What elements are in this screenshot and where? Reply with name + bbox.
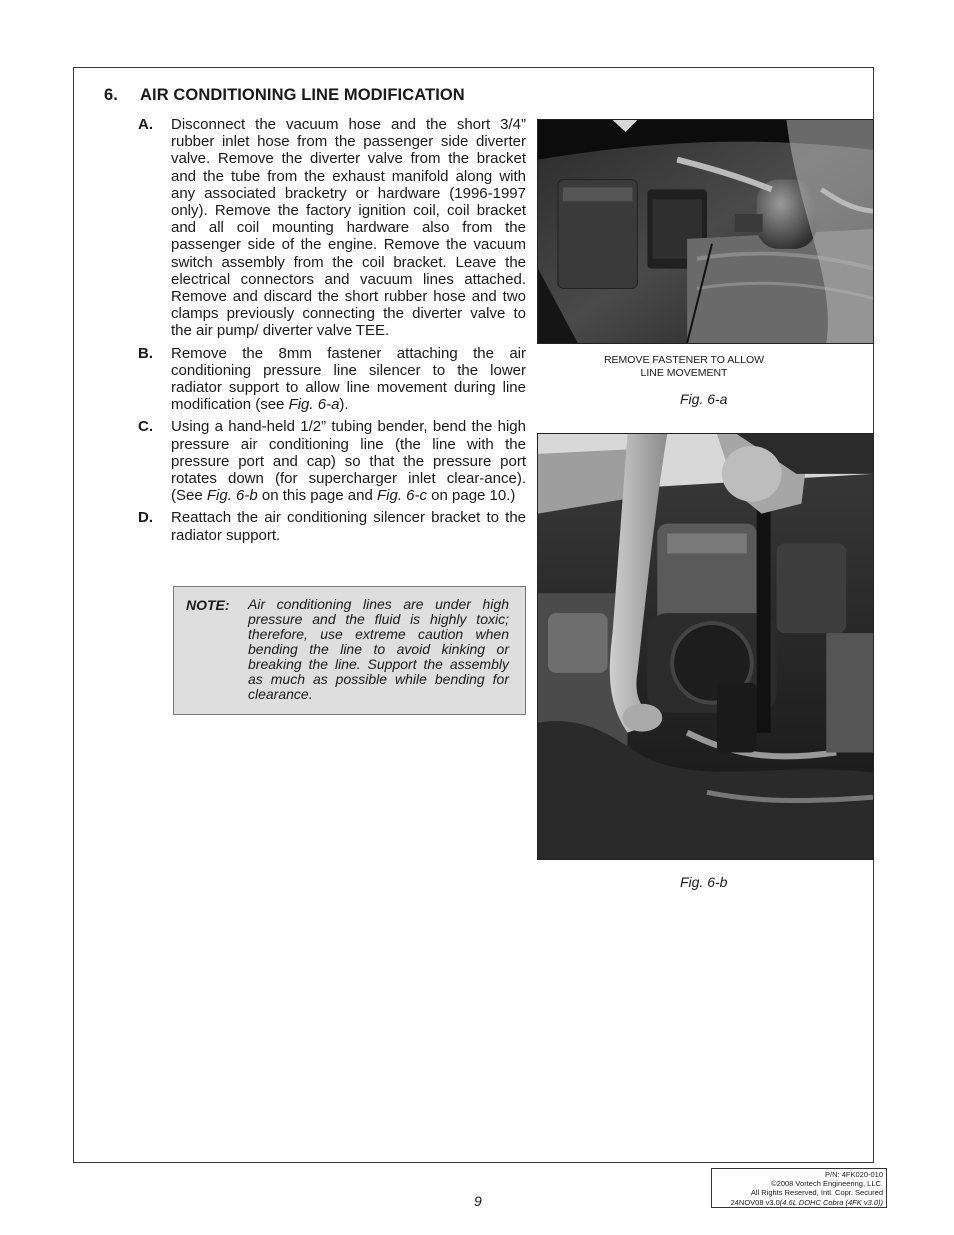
note-label: NOTE: (186, 597, 230, 613)
step-letter: A. (138, 116, 153, 133)
figure-6a-caption: Fig. 6-a (680, 391, 728, 407)
note-box (173, 586, 526, 715)
step-c (138, 418, 526, 504)
part-number: P/N: 4FK020-010 (825, 1170, 883, 1179)
step-text-middle: on this page and (257, 487, 377, 505)
figure-reference: Fig. 6-a (288, 396, 340, 414)
step-text: Reattach the air conditioning silencer bracket to the radiator support. (171, 509, 526, 544)
figure-6a-callout (596, 354, 772, 380)
tubing-bender-photo (538, 434, 873, 859)
section-title (104, 86, 465, 105)
figure-reference: Fig. 6-c (376, 487, 427, 505)
callout-line: LINE MOVEMENT (640, 367, 728, 379)
document-info-box (711, 1168, 887, 1208)
step-a (138, 116, 526, 340)
copyright: ©2008 Vortech Engineering, LLC. (771, 1179, 883, 1189)
step-text-end: ). (339, 396, 349, 414)
version: 24NOV08 v3.0 (730, 1197, 780, 1207)
version-line (712, 1198, 883, 1207)
figure-6b-photo (537, 433, 874, 860)
section-title-text: AIR CONDITIONING LINE MODIFICATION (140, 86, 465, 104)
step-letter: B. (138, 344, 153, 362)
version-detail: (4.6L DOHC Cobra (4FK v3.0)) (779, 1197, 883, 1207)
step-text: Using a hand-held 1/2” tubing bender, bend the high pressure air conditioning line (the line with the pressure port and cap) so that the pressure port rotates down (for supercharger inlet clear-ance). (See (171, 418, 526, 505)
note-text: Air conditioning lines are under high pressure and the fluid is highly toxic; therefore, use extreme caution when bending the line to avoid kinking or breaking the line. Support the assembly as much as possible while bending for clearance. (248, 596, 509, 702)
step-list (138, 116, 526, 549)
step-letter: C. (138, 418, 153, 436)
step-text-end: on page 10.) (427, 487, 516, 505)
rights-statement: All Rights Reserved, Intl. Copr. Secured (750, 1188, 883, 1198)
figure-reference: Fig. 6-b (206, 487, 258, 505)
figure-6a-photo (537, 119, 874, 344)
step-d (138, 509, 526, 543)
page-number: 9 (474, 1193, 482, 1209)
step-letter: D. (138, 509, 153, 527)
callout-line: REMOVE FASTENER TO ALLOW (603, 354, 765, 366)
engine-bay-photo (538, 120, 873, 343)
step-text: Remove the 8mm fastener attaching the air conditioning pressure line silencer to the lower radiator support to allow line movement during line modification (see (171, 344, 526, 414)
step-b (138, 345, 526, 414)
figure-6b-caption: Fig. 6-b (680, 874, 728, 890)
step-text: Disconnect the vacuum hose and the short 3/4” rubber inlet hose from the passenger side diverter valve. Remove the diverter valve from the bracket and the tube from the exhaust manifold along with any associated bracketry or hardware (1996-1997 only). Remove the factory ignition coil, coil bracket and all coil mounting hardware also from the passenger side of the engine. Remove the vacuum switch assembly from the coil bracket. Leave the electrical connectors and vacuum lines attached. Remove and discard the short rubber hose and two clamps previously connecting the diverter valve to the air pump/ diverter valve TEE. (171, 116, 526, 340)
section-number: 6. (104, 86, 118, 104)
